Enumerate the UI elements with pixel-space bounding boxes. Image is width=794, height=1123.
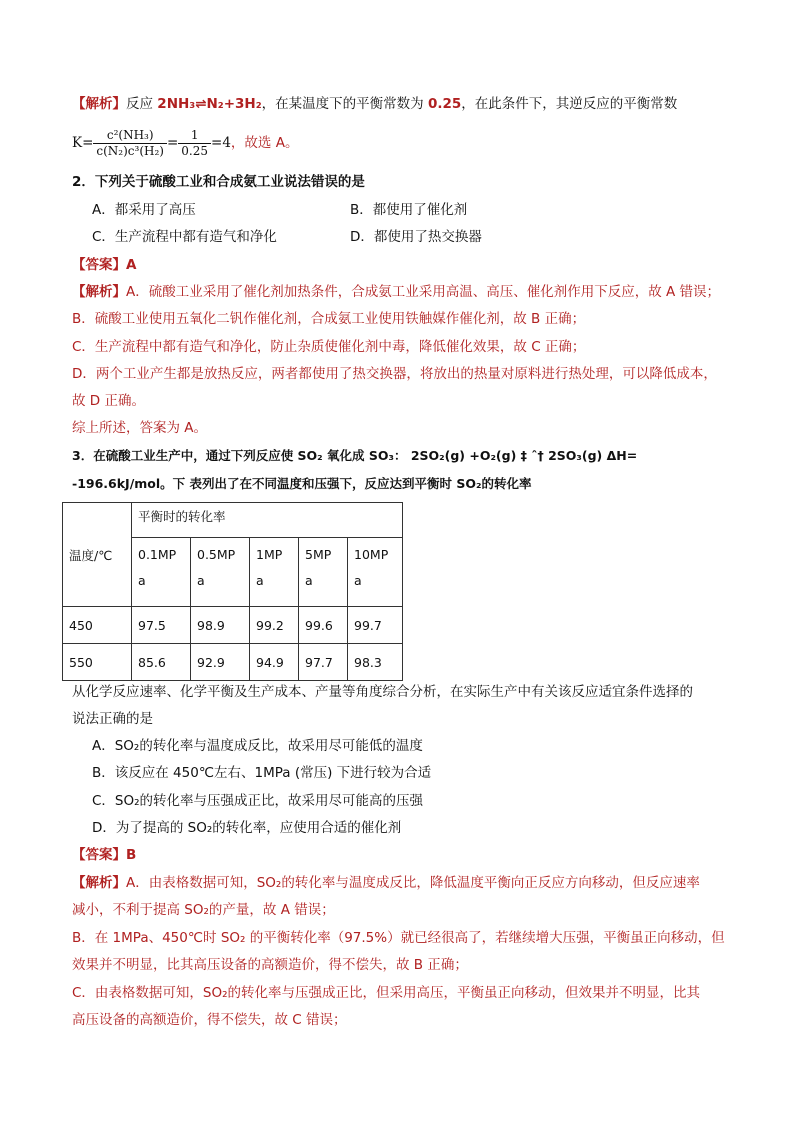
rate-cell: 99.6 <box>299 607 348 644</box>
q3-stem-line1: 3．在硫酸工业生产中，通过下列反应使 SO₂ 氧化成 SO₃： 2SO₂(g) +O₂(g) ‡ ˆ† 2SO₃(g) ΔH= <box>72 448 638 463</box>
q2-analysis-line5: 故 D 正确。 <box>72 393 145 409</box>
q1-formula-line <box>72 126 298 160</box>
q3-analysis-line4: 效果并不明显，比其高压设备的高额造价，得不偿失，故 B 正确； <box>72 957 468 973</box>
q2-option-d: D．都使用了热交换器 <box>350 229 482 245</box>
rate-cell: 99.7 <box>348 607 403 644</box>
q2-answer <box>72 255 136 275</box>
temp-cell: 550 <box>63 644 132 681</box>
answer-tag: 【答案】 <box>72 847 126 863</box>
analysis-tag: 【解析】 <box>72 96 126 112</box>
formula-result: =4 <box>211 135 231 151</box>
analysis-text: A．由表格数据可知，SO₂的转化率与温度成反比，降低温度平衡向正反应方向移动，但反应速率 <box>126 875 700 891</box>
pressure-header: 10MP a <box>348 538 403 607</box>
fraction-1 <box>93 128 167 159</box>
pressure-header: 0.5MP a <box>191 538 250 607</box>
q3-stem-line2: -196.6kJ/mol。下 表列出了在不同温度和压强下，反应达到平衡时 SO₂的转化率 <box>72 476 532 491</box>
text: ，在某温度下的平衡常数为 <box>261 96 428 112</box>
answer-value: A <box>126 257 137 273</box>
q2-analysis-line3: C．生产流程中都有造气和净化，防止杂质使催化剂中毒，降低催化效果，故 C 正确； <box>72 339 586 355</box>
q3-analysis-line2: 减小，不利于提高 SO₂的产量，故 A 错误； <box>72 902 335 918</box>
q3-analysis-line3: B．在 1MPa、450℃时 SO₂ 的平衡转化率（97.5%）就已经很高了，若继续增大压强，平衡虽正向移动，但 <box>72 930 725 946</box>
table-row <box>63 607 403 644</box>
q3-option-a: A．SO₂的转化率与温度成反比，故采用尽可能低的温度 <box>92 738 423 754</box>
reaction-equation: 2NH₃⇌N₂+3H₂ <box>157 96 262 112</box>
q2-analysis-line1 <box>72 282 720 302</box>
q3-option-c: C．SO₂的转化率与压强成正比，故采用尽可能高的压强 <box>92 793 424 809</box>
q2-option-a: A．都采用了高压 <box>92 202 196 218</box>
equals-sign: = <box>166 135 179 151</box>
analysis-tag: 【解析】 <box>72 875 126 891</box>
temp-header: 温度/℃ <box>63 503 132 607</box>
temp-cell: 450 <box>63 607 132 644</box>
q1-analysis-line1 <box>72 94 677 114</box>
pressure-header: 1MP a <box>250 538 299 607</box>
q3-analysis-line6: 高压设备的高额造价，得不偿失，故 C 错误； <box>72 1012 347 1028</box>
rate-cell: 92.9 <box>191 644 250 681</box>
fraction-denominator: c(N₂)c³(H₂) <box>96 143 164 158</box>
q2-analysis-line6: 综上所述，答案为 A。 <box>72 420 208 436</box>
fraction-numerator: c²(NH₃) <box>93 128 167 144</box>
choose-text: ，故选 A。 <box>230 135 299 151</box>
fraction-denominator: 0.25 <box>181 143 209 158</box>
answer-tag: 【答案】 <box>72 257 126 273</box>
answer-value: B <box>126 847 137 863</box>
q2-stem: 2．下列关于硫酸工业和合成氨工业说法错误的是 <box>72 174 365 190</box>
rate-cell: 94.9 <box>250 644 299 681</box>
conversion-rate-table <box>62 502 403 681</box>
q2-option-b: B．都使用了催化剂 <box>350 202 468 218</box>
rate-cell: 85.6 <box>132 644 191 681</box>
q3-after-line2: 说法正确的是 <box>72 711 153 727</box>
q3-after-line1: 从化学反应速率、化学平衡及生产成本、产量等角度综合分析，在实际生产中有关该反应适宜条件选择的 <box>72 684 693 700</box>
rate-cell: 97.5 <box>132 607 191 644</box>
q3-analysis-line5: C．由表格数据可知，SO₂的转化率与压强成正比，但采用高压，平衡虽正向移动，但效果并不明显，比其 <box>72 985 701 1001</box>
text: 反应 <box>126 96 158 112</box>
pressure-header: 5MP a <box>299 538 348 607</box>
q2-analysis-line2: B．硫酸工业使用五氧化二钒作催化剂，合成氨工业使用铁触媒作催化剂，故 B 正确； <box>72 311 586 327</box>
table-row <box>63 644 403 681</box>
q3-option-b: B．该反应在 450℃左右、1MPa (常压) 下进行较为合适 <box>92 765 432 781</box>
fraction-numerator: 1 <box>178 128 211 144</box>
formula-k: K= <box>72 135 94 151</box>
text: ，在此条件下，其逆反应的平衡常数 <box>461 96 678 112</box>
q2-analysis-line4: D．两个工业产生都是放热反应，两者都使用了热交换器，将放出的热量对原料进行热处理，可以降低成本， <box>72 366 717 382</box>
q3-analysis-line1 <box>72 873 700 893</box>
fraction-2 <box>178 128 211 159</box>
rate-cell: 97.7 <box>299 644 348 681</box>
rate-cell: 99.2 <box>250 607 299 644</box>
q3-answer <box>72 845 136 865</box>
analysis-text: A．硫酸工业采用了催化剂加热条件，合成氨工业采用高温、高压、催化剂作用下反应，故 A 错误； <box>126 284 721 300</box>
rate-cell: 98.9 <box>191 607 250 644</box>
equilibrium-constant: 0.25 <box>427 96 462 112</box>
rate-header: 平衡时的转化率 <box>132 503 403 538</box>
analysis-tag: 【解析】 <box>72 284 126 300</box>
pressure-header: 0.1MP a <box>132 538 191 607</box>
q3-option-d: D．为了提高的 SO₂的转化率，应使用合适的催化剂 <box>92 820 402 836</box>
rate-cell: 98.3 <box>348 644 403 681</box>
q2-option-c: C．生产流程中都有造气和净化 <box>92 229 277 245</box>
